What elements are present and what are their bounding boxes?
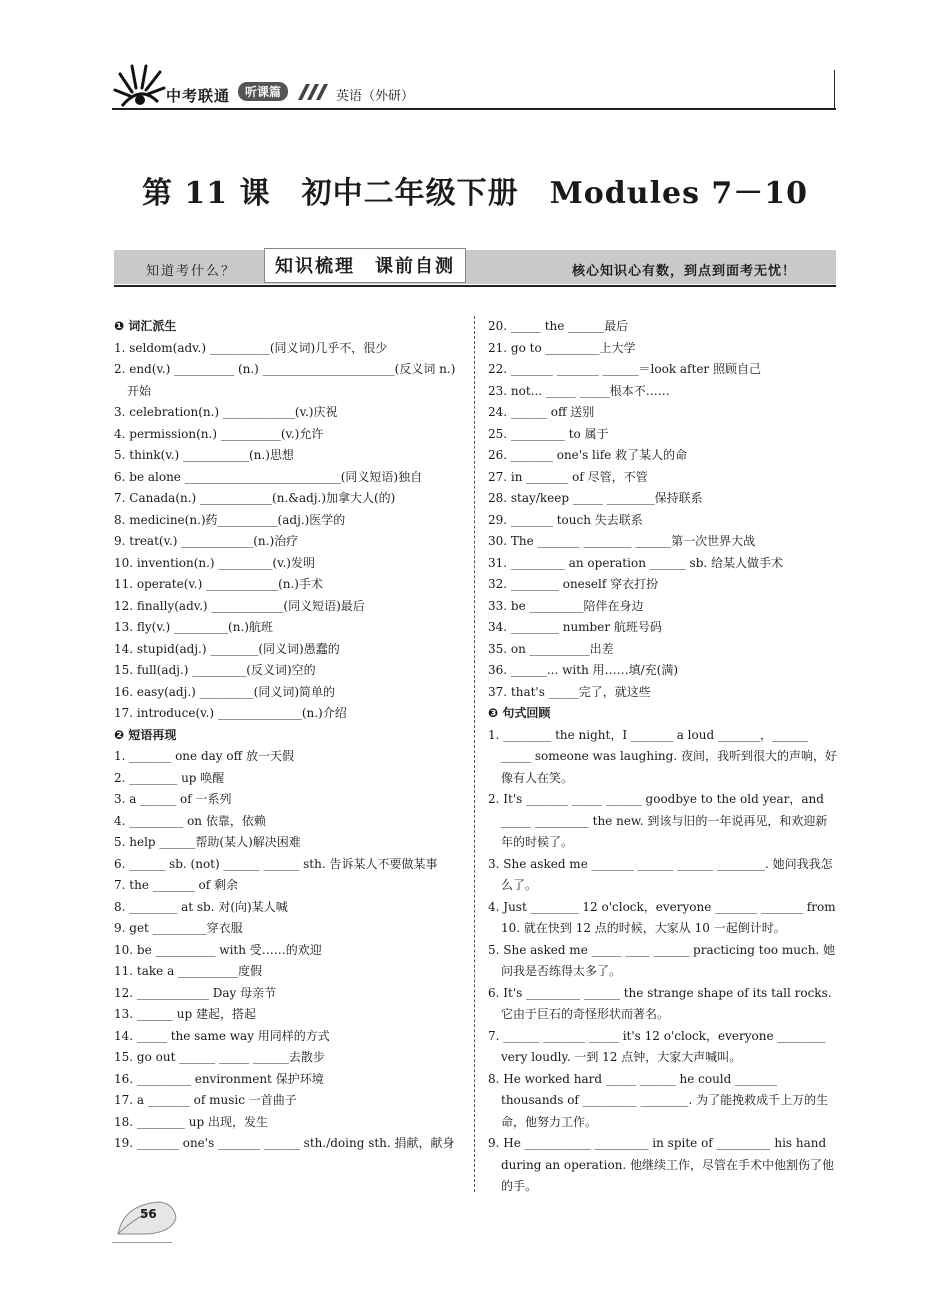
header-edge bbox=[834, 70, 835, 108]
page-header bbox=[110, 62, 836, 114]
exercise-item: 32. ________ oneself 穿衣打扮 bbox=[488, 577, 659, 591]
exercise-item: 3. She asked me _______ ______ ______ ________. 她问我我怎么了。 bbox=[488, 856, 833, 892]
exercise-item: 14. stupid(adj.) ________(同义词)愚蠢的 bbox=[114, 641, 340, 656]
exercise-item: 2. ________ up 唤醒 bbox=[114, 770, 225, 785]
banner-title: 知识梳理 课前自测 bbox=[264, 248, 466, 283]
exercise-item: 10. invention(n.) _________(v.)发明 bbox=[114, 555, 315, 570]
exercise-item: 5. think(v.) ___________(n.)思想 bbox=[114, 448, 294, 462]
exercise-item: 11. take a __________度假 bbox=[114, 964, 263, 978]
exercise-item: 25. _________ to 属于 bbox=[488, 426, 609, 441]
subject-label: 英语（外研） bbox=[336, 89, 415, 104]
exercise-item: 7. Canada(n.) ____________(n.&adj.)加拿大人(的) bbox=[114, 491, 396, 505]
exercise-item: 9. treat(v.) ____________(n.)治疗 bbox=[114, 534, 299, 548]
exercise-item: 17. introduce(v.) ______________(n.)介绍 bbox=[114, 706, 347, 720]
exercise-item: 1. ________ the night，I _______ a loud _______，______ _____ someone was laughing. 夜间，我听到很大的声响，好像有人在笑。 bbox=[488, 727, 837, 785]
exercise-item: 11. operate(v.) ____________(n.)手术 bbox=[114, 577, 323, 591]
exercise-item: 12. ____________ Day 母亲节 bbox=[114, 985, 277, 1000]
exercise-item: 4. Just ________ 12 o'clock，everyone _______ _______ from 10. 就在快到 12 点的时候，大家从 10 一起倒计时。 bbox=[488, 899, 836, 935]
exercise-item: 19. _______ one's _______ ______ sth./doing sth. 捐献，献身 bbox=[114, 1136, 455, 1150]
exercise-item: 31. _________ an operation ______ sb. 给某人做手术 bbox=[488, 555, 784, 570]
column-divider bbox=[474, 316, 475, 1192]
exercise-item: 26. _______ one's life 救了某人的命 bbox=[488, 448, 688, 462]
exercise-item: 27. in _______ of 尽管，不管 bbox=[488, 469, 648, 484]
page-title: 第 11 课 初中二年级下册 Modules 7－10 bbox=[141, 176, 809, 211]
exercise-item: 17. a _______ of music 一首曲子 bbox=[114, 1093, 297, 1107]
exercise-item: 5. help ______帮助(某人)解决困难 bbox=[114, 835, 301, 849]
page-number: 56 bbox=[140, 1207, 157, 1221]
exercise-item: 23. not... _____ _____根本不…… bbox=[488, 383, 670, 398]
exercise-item: 4. _________ on 依靠，依赖 bbox=[114, 813, 266, 828]
exercise-item: 1. _______ one day off 放一天假 bbox=[114, 749, 294, 763]
exercise-item: 14. _____ the same way 用同样的方式 bbox=[114, 1028, 330, 1043]
section-heading: ❶ 词汇派生 bbox=[114, 319, 177, 333]
section-tag: 听课篇 bbox=[238, 82, 288, 101]
footer-rule bbox=[112, 1242, 172, 1243]
exercise-item: 6. be alone __________________________(同义短语)独自 bbox=[114, 469, 423, 484]
exercise-item: 13. ______ up 建起，搭起 bbox=[114, 1007, 256, 1021]
exercise-item: 9. get _________穿衣服 bbox=[114, 921, 243, 935]
exercise-item: 9. He ___________ _________ in spite of _________ his hand during an operation. 他继续工作，尽管在手术中他割伤了他的手。 bbox=[488, 1136, 835, 1193]
exercise-item: 7. the _______ of 剩余 bbox=[114, 878, 239, 892]
exercise-item: 28. stay/keep _____ ________保持联系 bbox=[488, 491, 703, 505]
exercise-item: 37. that's _____完了，就这些 bbox=[488, 684, 651, 699]
header-rule bbox=[112, 108, 836, 110]
exercise-item: 3. celebration(n.) ____________(v.)庆祝 bbox=[114, 405, 338, 419]
exercise-item: 2. It's _______ _____ ______ goodbye to the old year，and _____ _________ the new. 到该与旧的一年说再见，和欢迎新年的时候了。 bbox=[488, 792, 828, 849]
banner-right-text: 核心知识心有数，到点到面考无忧！ bbox=[571, 264, 796, 279]
exercise-item: 4. permission(n.) __________(v.)允许 bbox=[114, 426, 324, 441]
exercise-item: 7. ______ _______ _____ it's 12 o'clock，everyone ________ very loudly. 一到 12 点钟，大家大声喊叫。 bbox=[488, 1028, 826, 1064]
exercise-item: 35. on __________出差 bbox=[488, 641, 614, 656]
section-heading: ❸ 句式回顾 bbox=[488, 706, 551, 720]
exercise-item: 10. be __________ with 受……的欢迎 bbox=[114, 942, 322, 957]
exercise-item: 1. seldom(adv.) __________(同义词)几乎不，很少 bbox=[114, 340, 388, 355]
exercise-item: 21. go to _________上大学 bbox=[488, 340, 636, 355]
exercise-item: 34. ________ number 航班号码 bbox=[488, 620, 662, 634]
exercise-item: 3. a ______ of 一系列 bbox=[114, 792, 232, 806]
exercise-item: 5. She asked me _____ ____ ______ practicing too much. 她问我是否练得太多了。 bbox=[488, 942, 836, 978]
banner-rule bbox=[114, 285, 836, 287]
exercise-item: 8. ________ at sb. 对(向)某人喊 bbox=[114, 899, 288, 914]
exercise-item: 24. ______ off 送别 bbox=[488, 405, 595, 419]
exercise-item: 22. _______ _______ ______＝look after 照顾自己 bbox=[488, 362, 761, 376]
exercise-item: 8. medicine(n.)药__________(adj.)医学的 bbox=[114, 512, 346, 527]
exercise-item: 8. He worked hard _____ ______ he could _______ thousands of _________ ________. 为了能挽救成千上万的生命，他努力工作。 bbox=[488, 1071, 829, 1129]
right-column bbox=[488, 316, 838, 1198]
exercise-item: 6. ______ sb. (not) ______ ______ sth. 告诉某人不要做某事 bbox=[114, 856, 438, 871]
exercise-item: 2. end(v.) __________ (n.) ______________________(反义词 n.)开始 bbox=[114, 362, 456, 398]
exercise-item: 36. ______... with 用……填/充(满) bbox=[488, 663, 679, 677]
exercise-item: 18. ________ up 出现，发生 bbox=[114, 1114, 268, 1129]
exercise-item: 15. full(adj.) _________(反义词)空的 bbox=[114, 663, 316, 677]
exercise-item: 13. fly(v.) _________(n.)航班 bbox=[114, 620, 273, 634]
exercise-item: 30. The _______ ________ ______第一次世界大战 bbox=[488, 534, 756, 548]
left-column bbox=[114, 316, 464, 1155]
exercise-item: 33. be _________陪伴在身边 bbox=[488, 598, 644, 613]
exercise-item: 20. _____ the ______最后 bbox=[488, 319, 629, 333]
section-banner bbox=[114, 250, 836, 284]
sun-logo-icon bbox=[112, 62, 168, 112]
exercise-item: 16. easy(adj.) _________(同义词)简单的 bbox=[114, 684, 336, 699]
section-heading: ❷ 短语再现 bbox=[114, 727, 177, 742]
brand-name: 中考联通 bbox=[166, 87, 231, 105]
exercise-item: 6. It's _________ ______ the strange shape of its tall rocks. 它由于巨石的奇怪形状而著名。 bbox=[488, 985, 832, 1021]
exercise-item: 16. _________ environment 保护环境 bbox=[114, 1071, 324, 1086]
exercise-item: 29. _______ touch 失去联系 bbox=[488, 512, 643, 527]
stripes-decoration-icon bbox=[298, 84, 328, 100]
exercise-item: 12. finally(adv.) ____________(同义短语)最后 bbox=[114, 598, 365, 613]
banner-left-text: 知道考什么？ bbox=[146, 264, 237, 279]
exercise-item: 15. go out ______ _____ ______去散步 bbox=[114, 1050, 325, 1064]
